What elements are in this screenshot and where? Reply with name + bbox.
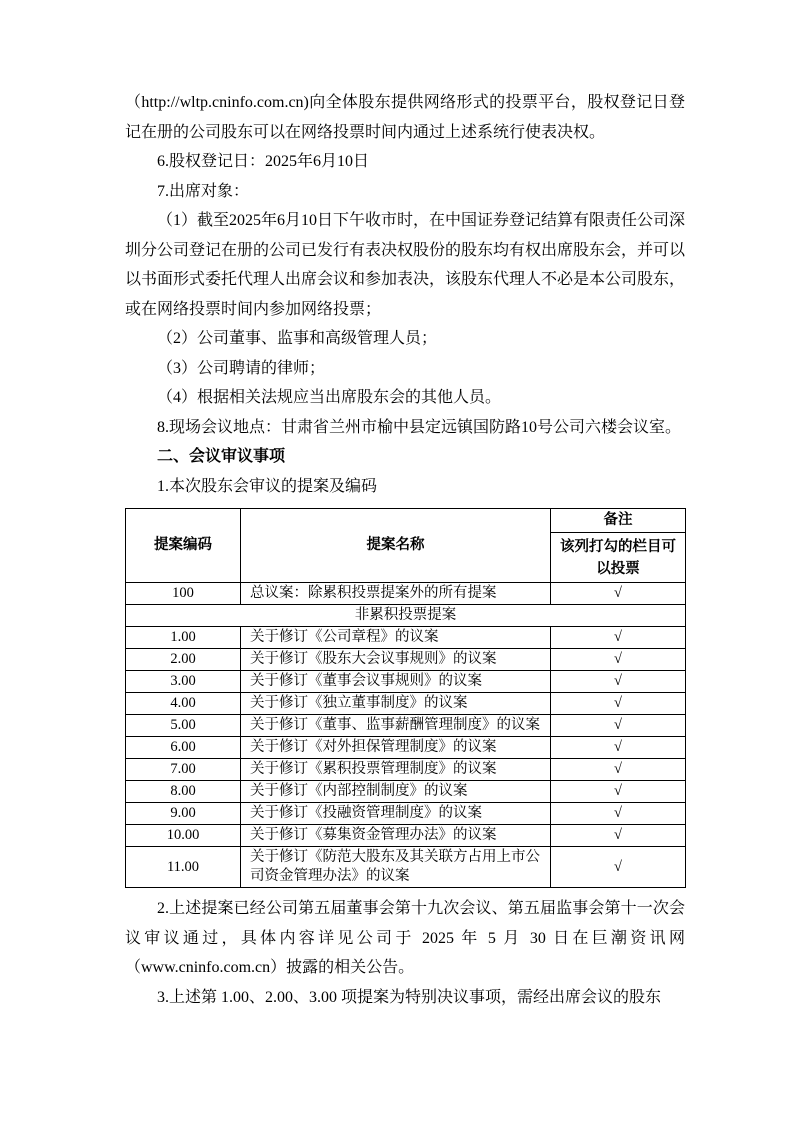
proposal-table-body [126,583,686,888]
table-row [126,737,686,759]
proposal-code: 2.00 [126,649,241,671]
proposal-code: 8.00 [126,781,241,803]
table-row [126,693,686,715]
proposal-code: 4.00 [126,693,241,715]
vote-check-mark: √ [551,737,686,759]
proposal-name: 关于修订《董事、监事薪酬管理制度》的议案 [241,715,551,737]
table-row [126,627,686,649]
proposal-code: 3.00 [126,671,241,693]
table-row [126,583,686,605]
table-row [126,781,686,803]
table-row [126,803,686,825]
section-heading-review-items: 二、会议审议事项 [157,448,286,465]
paragraph-approval-note: 2.上述提案已经公司第五届董事会第十九次会议、第五届监事会第十一次会议审议通过，具体内容详见公司于 2025 年 5 月 30 日在巨潮资讯网（www.cninfo.com.cn）披露的相关公告。 [125,900,685,976]
vote-check-mark: √ [551,781,686,803]
vote-check-mark: √ [551,627,686,649]
proposal-name: 关于修订《募集资金管理办法》的议案 [241,825,551,847]
proposal-name: 关于修订《董事会议事规则》的议案 [241,671,551,693]
paragraph-network-voting: （http://wltp.cninfo.com.cn)向全体股东提供网络形式的投票平台，股权登记日登记在册的公司股东可以在网络投票时间内通过上述系统行使表决权。 [125,94,685,141]
proposal-code: 1.00 [126,627,241,649]
proposal-name: 关于修订《对外担保管理制度》的议案 [241,737,551,759]
proposal-code: 6.00 [126,737,241,759]
header-row-top [126,509,686,533]
item-attendees-heading: 7.出席对象： [157,182,250,200]
vote-check-mark: √ [551,671,686,693]
vote-check-mark: √ [551,649,686,671]
header-remark: 备注 [551,509,686,533]
proposal-name: 关于修订《公司章程》的议案 [241,627,551,649]
item-attendees-directors: （2）公司董事、监事和高级管理人员； [157,330,438,347]
table-row [126,715,686,737]
table-row [126,671,686,693]
vote-check-mark: √ [551,847,686,888]
table-row [126,649,686,671]
vote-check-mark: √ [551,825,686,847]
table-section-row [126,605,686,627]
proposal-code: 100 [126,583,241,605]
table-row [126,759,686,781]
header-proposal-code: 提案编码 [126,509,241,583]
proposal-table [125,508,686,888]
section-row-label: 非累积投票提案 [126,605,686,627]
table-row [126,825,686,847]
vote-check-mark: √ [551,759,686,781]
item-attendees-others: （4）根据相关法规应当出席股东会的其他人员。 [157,389,502,406]
vote-check-mark: √ [551,693,686,715]
vote-check-mark: √ [551,803,686,825]
proposal-code: 5.00 [126,715,241,737]
header-remark-sub: 该列打勾的栏目可以投票 [551,533,686,583]
table-row [126,847,686,888]
item-attendees-shareholders: （1）截至2025年6月10日下午收市时，在中国证券登记结算有限责任公司深圳分公司登记在册的公司已发行有表决权股份的股东均有权出席股东会，并可以以书面形式委托代理人出席会议和参加表决，该股东代理人不必是本公司股东，或在网络投票时间内参加网络投票； [125,212,686,318]
paragraph-special-resolution-note: 3.上述第 1.00、2.00、3.00 项提案为特别决议事项，需经出席会议的股东 [157,988,662,1006]
proposal-name: 关于修订《独立董事制度》的议案 [241,693,551,715]
proposal-table-header [126,509,686,583]
vote-check-mark: √ [551,715,686,737]
header-proposal-name: 提案名称 [241,509,551,583]
item-proposals-intro: 1.本次股东会审议的提案及编码 [157,477,378,495]
proposal-code: 11.00 [126,847,241,888]
vote-check-mark: √ [551,583,686,605]
proposal-name: 总议案：除累积投票提案外的所有提案 [241,583,551,605]
item-meeting-venue: 8.现场会议地点：甘肃省兰州市榆中县定远镇国防路10号公司六楼会议室。 [157,418,682,436]
proposal-name: 关于修订《累积投票管理制度》的议案 [241,759,551,781]
item-attendees-lawyers: （3）公司聘请的律师； [157,359,326,377]
proposal-name: 关于修订《投融资管理制度》的议案 [241,803,551,825]
proposal-code: 7.00 [126,759,241,781]
proposal-name: 关于修订《内部控制制度》的议案 [241,781,551,803]
proposal-code: 9.00 [126,803,241,825]
proposal-name: 关于修订《股东大会议事规则》的议案 [241,649,551,671]
proposal-code: 10.00 [126,825,241,847]
proposal-name: 关于修订《防范大股东及其关联方占用上市公司资金管理办法》的议案 [241,847,551,888]
item-record-date: 6.股权登记日：2025年6月10日 [157,153,370,170]
